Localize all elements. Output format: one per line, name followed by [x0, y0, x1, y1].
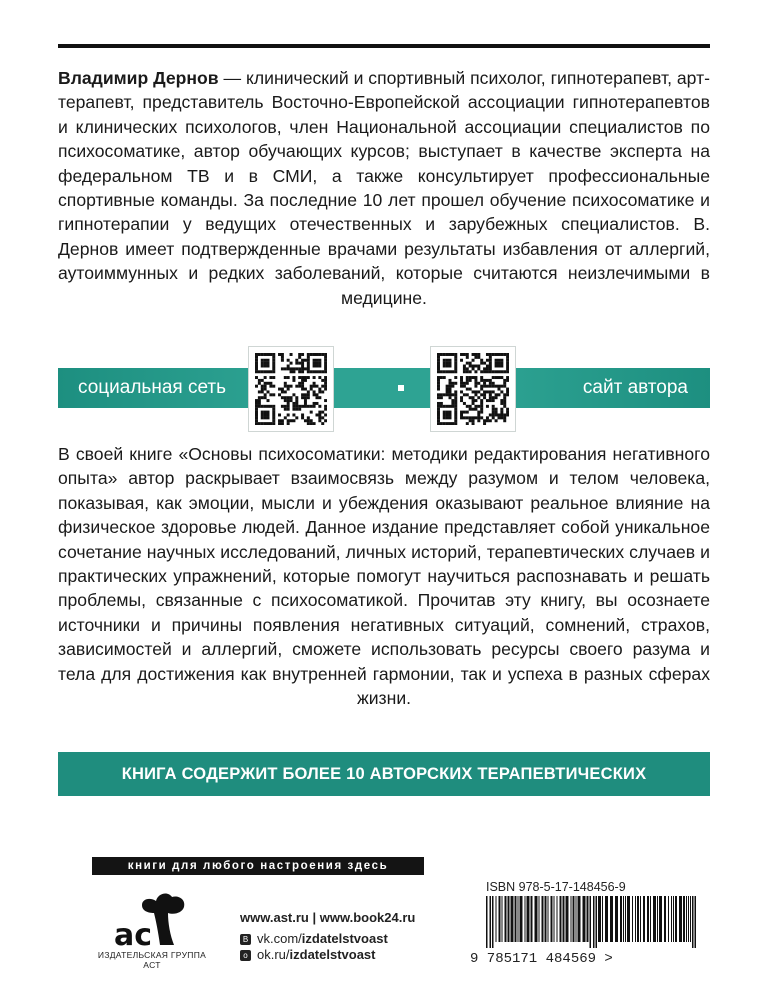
isbn-digits: 9 785171 484569 >: [470, 951, 613, 967]
top-rule: [58, 44, 710, 48]
links-band: [58, 368, 710, 408]
social-network-label: социальная сеть: [78, 377, 226, 398]
ok-icon: о: [240, 950, 251, 961]
isbn-label: ISBN 978-5-17-148456-9: [486, 880, 626, 894]
author-site-label: сайт автора: [582, 377, 688, 398]
svg-text:ac: ac: [114, 918, 153, 953]
promo-bar: книги для любого настроения здесь: [92, 857, 424, 875]
vk-link[interactable]: В vk.com/izdatelstvoast: [240, 931, 388, 946]
publisher-websites[interactable]: www.ast.ru | www.book24.ru: [240, 910, 416, 925]
book-description: В своей книге «Основы психосоматики: методики редактирования негативного опыта» автор раскрывает взаимосвязь между разумом и телом человека, показывая, как эмоции, мысли и убеждения оказывают реальное влияние на физическое здоровье людей. Данное издание представляет собой уникальное сочетание научных исследований, личных историй, терапевтических случаев и практических упражнений, которые помогут научиться распознавать и решать проблемы, связанные с психосоматикой. Прочитав эту книгу, вы осознаете источники и причины появления негативных ситуаций, сомнений, страхов, зависимостей и аллергий, сможете использовать ресурсы своего разума и тела для достижения как внутренней гармонии, так и успеха в разных сферах жизни.: [58, 444, 710, 709]
bio-text: — клинический и спортивный психолог, гипнотерапевт, арт-терапевт, представитель Восточно-Европейской ассоциации гипнотерапевтов и клинических психологов, член Национальной ассоциации специалистов по психосоматике, автор обучающих курсов; выступает в качестве эксперта на федеральном ТВ и в СМИ, а также консультирует профессиональные спортивные команды. За последние 10 лет прошел обучение психосоматике и гипнотерапии у ведущих отечественных и зарубежных специалистов. В. Дернов имеет подтвержденные врачами результаты избавления от аллергий, аутоиммунных и редких заболеваний, которые считаются неизлечимыми в медицине.: [58, 68, 710, 308]
ok-link[interactable]: о ok.ru/izdatelstvoast: [240, 947, 376, 962]
author-bio: [58, 66, 710, 310]
social-qr-code-icon[interactable]: [248, 346, 334, 432]
barcode-icon: [484, 896, 700, 948]
publisher-name: ИЗДАТЕЛЬСКАЯ ГРУППА АСТ: [97, 950, 207, 970]
feature-banner: КНИГА СОДЕРЖИТ БОЛЕЕ 10 АВТОРСКИХ ТЕРАПЕВТИЧЕСКИХ ГИПНОМЕДИТАЦИЙ: [58, 752, 710, 796]
vk-icon: В: [240, 934, 251, 945]
ast-logo-icon: [108, 887, 196, 959]
author-name: Владимир Дернов: [58, 68, 219, 88]
site-qr-code-icon[interactable]: [430, 346, 516, 432]
